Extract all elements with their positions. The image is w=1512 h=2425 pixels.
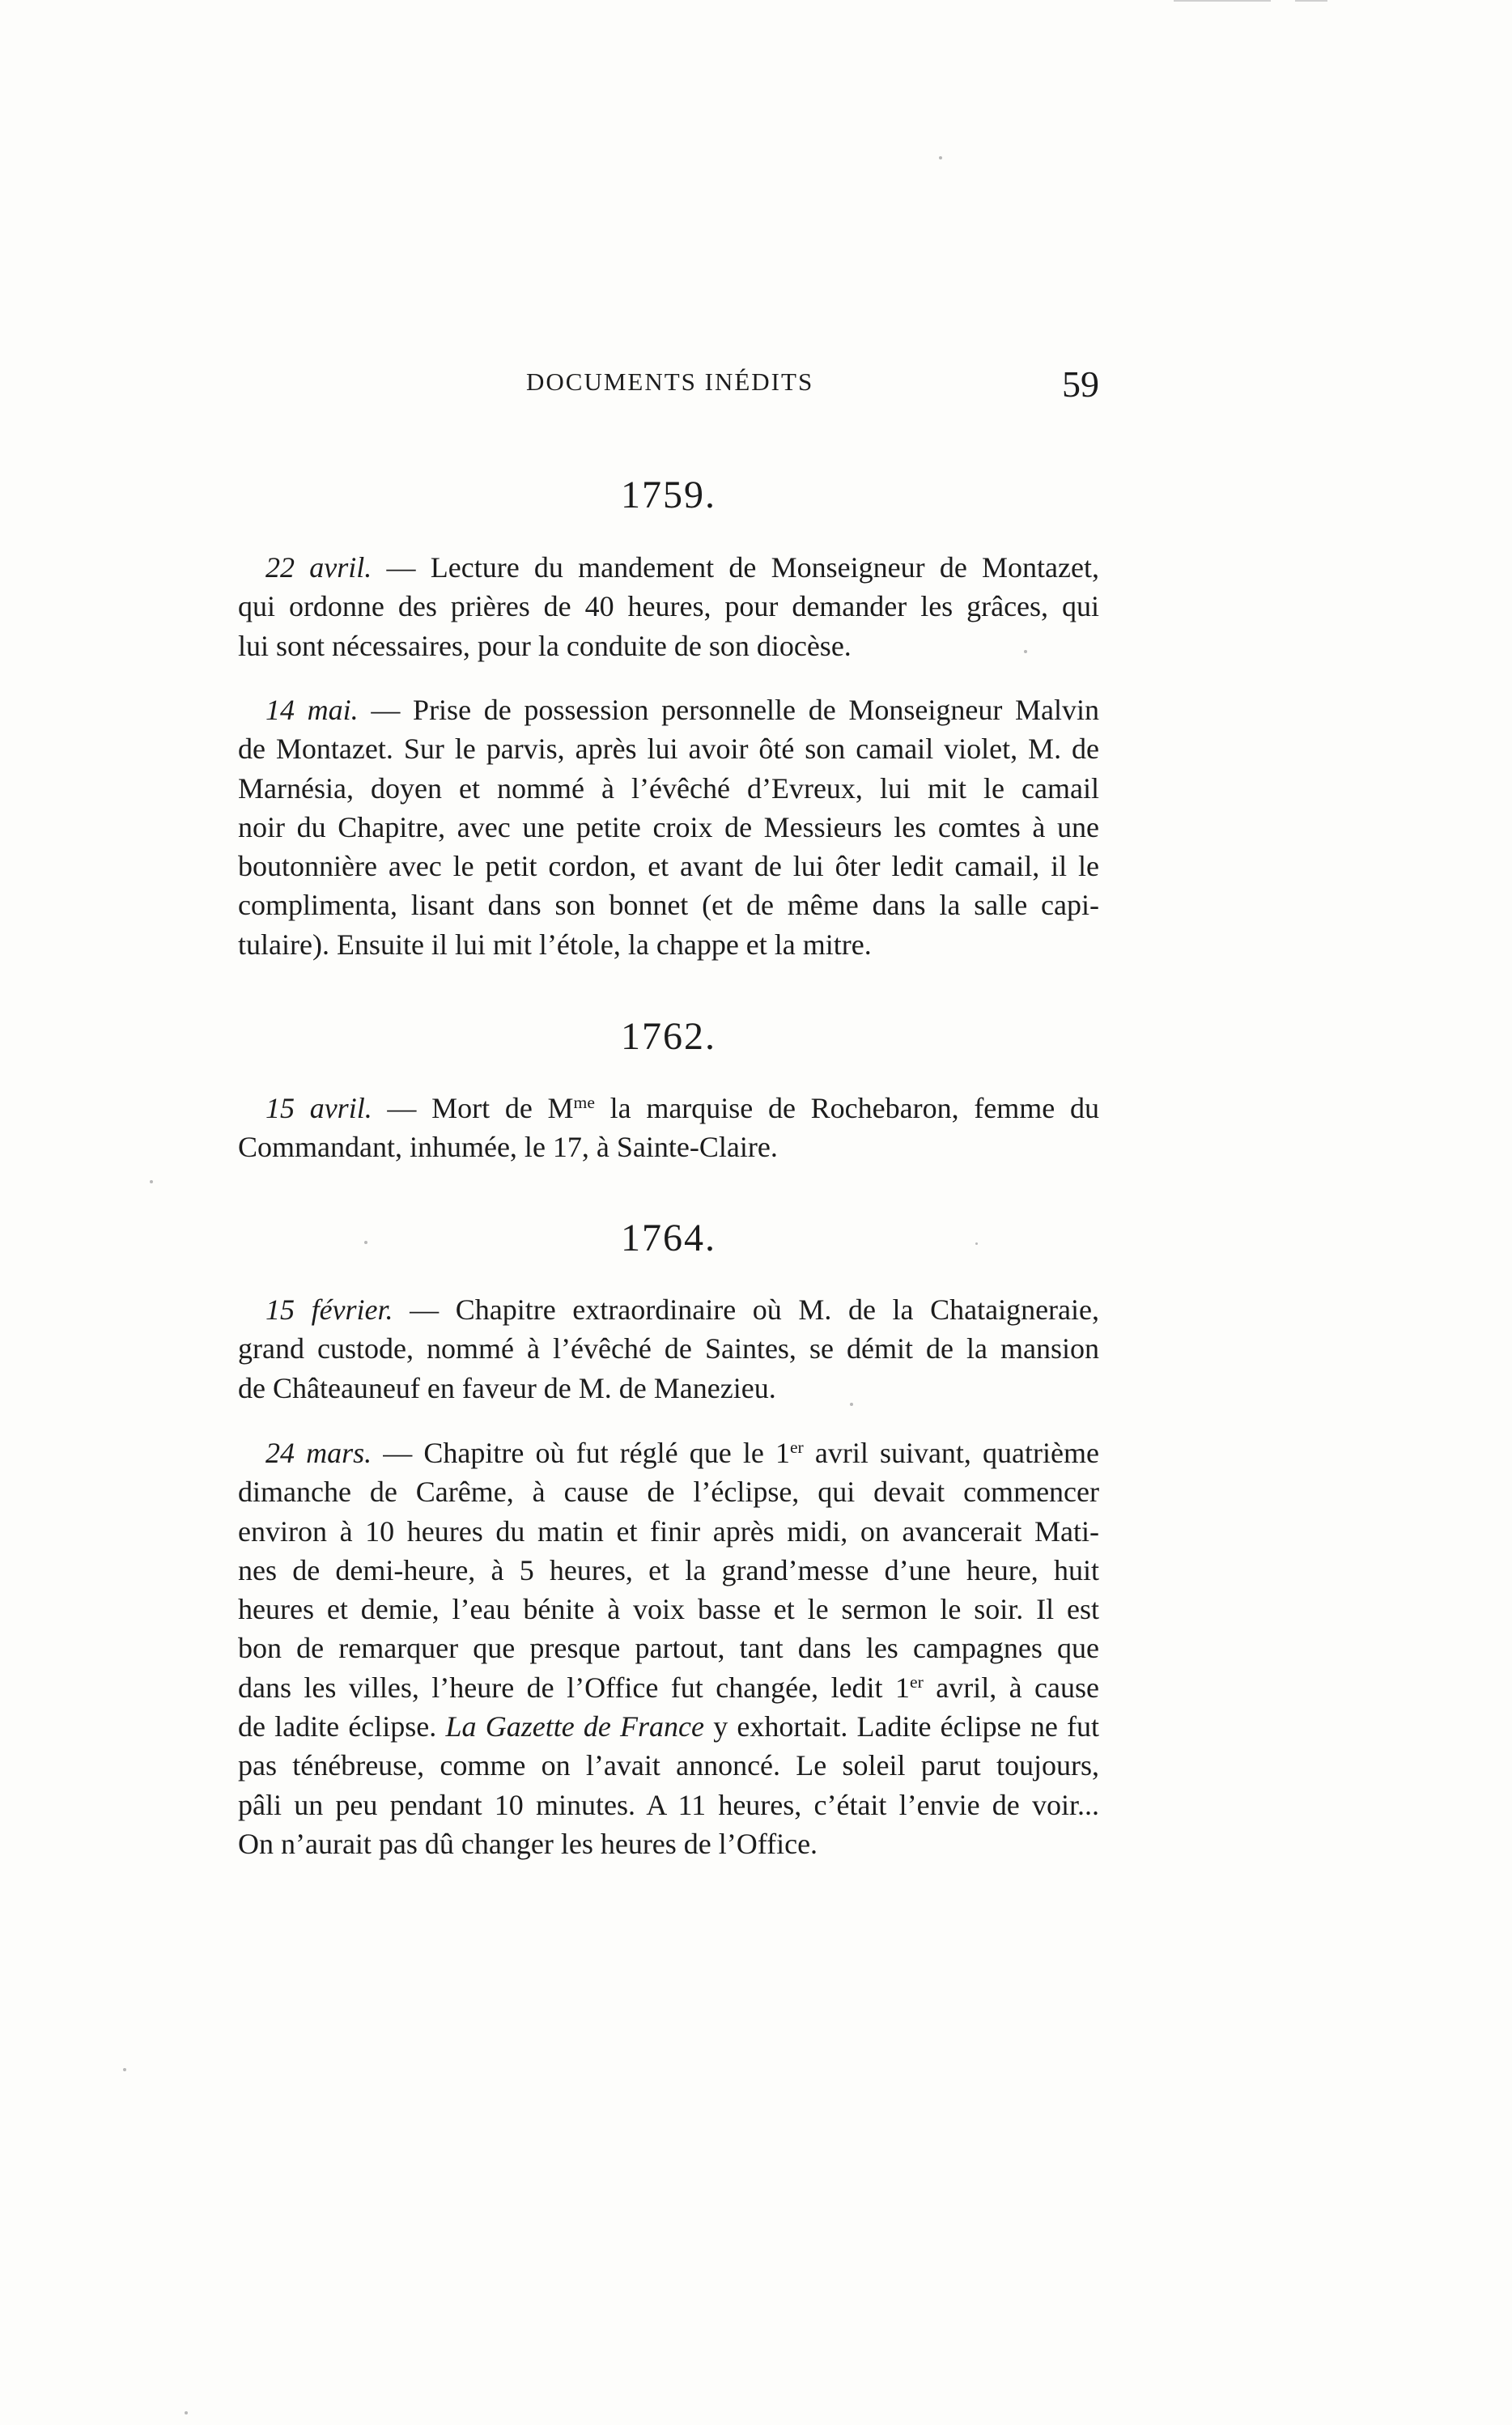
scan-speck (123, 2068, 126, 2071)
entry-line: boutonnière avec le petit cordon, et avant de lui ôter ledit camail, il le (238, 850, 1099, 883)
entry-line: complimenta, lisant dans son bonnet (et de même dans la salle capi- (238, 889, 1099, 922)
publication-title: La Gazette de France (445, 1710, 704, 1743)
entry-line: pas ténébreuse, comme on l’avait annoncé. Le soleil parut toujours, (238, 1749, 1099, 1782)
entry-line: nes de demi-heure, à 5 heures, et la grand’messe d’une heure, huit (238, 1553, 1099, 1586)
entry-line: Commandant, inhumée, le 17, à Sainte-Claire. (238, 1131, 778, 1164)
entry-line: Marnésia, doyen et nommé à l’évêché d’Evreux, lui mit le camail (238, 771, 1099, 805)
entry (238, 690, 1099, 964)
entry-line: noir du Chapitre, avec une petite croix de Messieurs les comtes à une (238, 810, 1099, 843)
entry-line: dans les villes, l’heure de l’Office fut changée, ledit 1er avril, à cause (238, 1671, 1099, 1704)
entry (238, 1290, 1099, 1408)
entry-line: tulaire). Ensuite il lui mit l’étole, la chappe et la mitre. (238, 928, 872, 961)
entry (238, 1433, 1099, 1863)
scan-speck (185, 2411, 188, 2414)
year-heading: 1759. (621, 474, 716, 516)
entry-date: 14 mai. (265, 694, 359, 726)
entry-line: dimanche de Carême, à cause de l’éclipse, qui devait commencer (238, 1476, 1099, 1509)
scan-speck (1024, 650, 1027, 653)
scan-speck (850, 1403, 853, 1406)
entry-line: 22 avril. — Lecture du mandement de Monseigneur de Montazet, (265, 551, 1099, 584)
running-head (238, 363, 1099, 419)
year-heading: 1762. (621, 1015, 716, 1058)
entry (238, 548, 1099, 665)
entry-date: 15 février. (265, 1293, 393, 1326)
entry-line: de Montazet. Sur le parvis, après lui avoir ôté son camail violet, M. de (238, 733, 1099, 766)
page-number: 59 (1062, 363, 1099, 405)
entry-line: heures et demie, l’eau bénite à voix basse et le sermon le soir. Il est (238, 1593, 1099, 1626)
entry (238, 1089, 1099, 1167)
entry-date: 15 avril. (265, 1092, 372, 1124)
running-title: DOCUMENTS INÉDITS (526, 367, 814, 396)
entry-line: 24 mars. — Chapitre où fut réglé que le 1er avril suivant, quatrième (265, 1437, 1099, 1469)
entry-line: grand custode, nommé à l’évêché de Saintes, se démit de la mansion (238, 1332, 1099, 1365)
entry-line: de Châteauneuf en faveur de M. de Manezieu. (238, 1371, 776, 1404)
scan-edge-mark (1174, 0, 1271, 2)
entry-line: 15 avril. — Mort de $M^{me}$ la marquise de Rochebaron, femme du (265, 1092, 1099, 1124)
scan-speck (975, 1242, 978, 1245)
entry-line: 14 mai. — Prise de possession personnelle de Monseigneur Malvin (265, 694, 1100, 726)
entry-line: environ à 10 heures du matin et finir après midi, on avancerait Mati- (238, 1514, 1099, 1548)
entry-line: On n’aurait pas dû changer les heures de l’Office. (238, 1827, 818, 1860)
scan-speck (939, 156, 942, 159)
scan-edge-mark (1295, 0, 1327, 2)
entry-line: bon de remarquer que presque partout, tant dans les campagnes que (238, 1632, 1099, 1665)
entry-line: de ladite éclipse. La Gazette de France y exhortait. Ladite éclipse ne fut (238, 1710, 1099, 1743)
entry-date: 22 avril. (265, 551, 372, 584)
scan-speck (150, 1180, 153, 1183)
entry-line: 15 février. — Chapitre extraordinaire où M. de la Chataigneraie, (265, 1293, 1099, 1326)
entry-line: pâli un peu pendant 10 minutes. A 11 heures, c’était l’envie de voir... (238, 1788, 1099, 1821)
entry-line: lui sont nécessaires, pour la conduite de son diocèse. (238, 629, 852, 662)
entry-line: qui ordonne des prières de 40 heures, pour demander les grâces, qui (238, 590, 1099, 623)
scan-speck (364, 1241, 367, 1244)
year-heading: 1764. (621, 1217, 716, 1259)
entry-date: 24 mars. (265, 1437, 372, 1469)
